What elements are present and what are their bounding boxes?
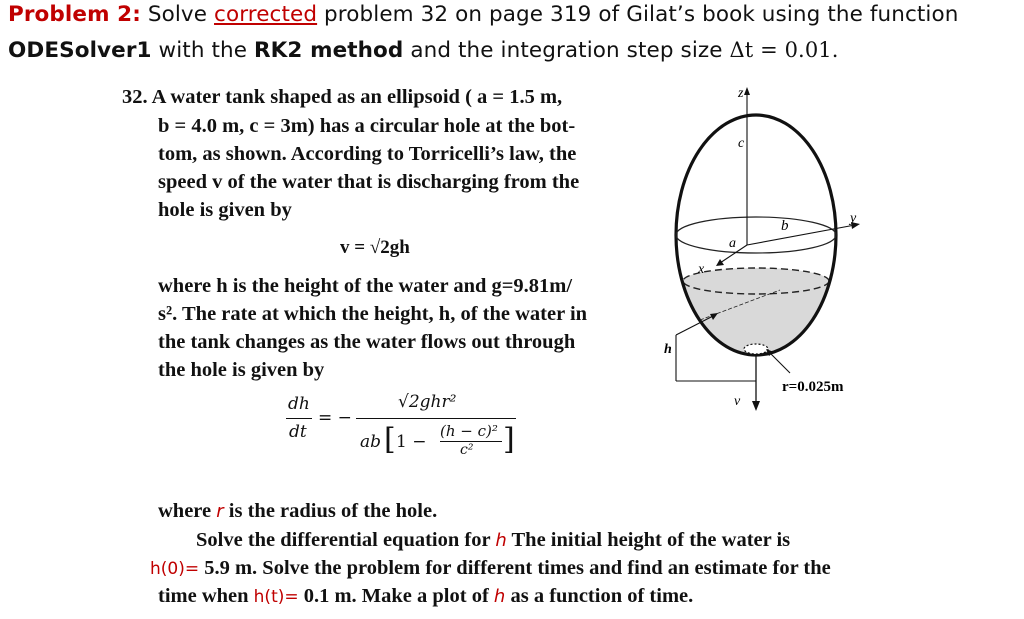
y-axis — [747, 225, 855, 245]
problem-line: the tank changes as the water flows out through — [158, 331, 576, 353]
tail-text: where — [158, 500, 217, 522]
equator-front — [676, 235, 836, 253]
header-line-2 — [8, 38, 839, 63]
z-label: z — [738, 86, 744, 101]
left-bracket: [ — [384, 422, 396, 457]
h-symbol: h — [493, 586, 506, 607]
z-arrow — [744, 87, 750, 95]
v-label: v — [734, 394, 741, 409]
eq-rhs-den-one: 1 − — [396, 432, 427, 452]
header-text: Solve — [140, 2, 215, 27]
y-label: y — [850, 211, 857, 226]
step-size: Δt = 0.01. — [729, 38, 839, 62]
x-label: x — [698, 262, 705, 277]
tail-text: 0.1 m. Make a plot of — [298, 585, 494, 607]
h-label: h — [664, 342, 672, 357]
tail-text: is the radius of the hole. — [223, 500, 438, 522]
x-arrow — [716, 259, 724, 266]
header-line-1 — [8, 2, 958, 27]
tail-text: The initial height of the water is — [506, 529, 791, 551]
eq-rhs-den-ab: ab — [360, 432, 382, 452]
a-label: a — [729, 236, 736, 251]
tail-line-1 — [158, 500, 437, 523]
eq-lhs-bar — [286, 418, 312, 419]
water-surface — [683, 268, 829, 294]
eq-rhs-num: √2ghr² — [398, 392, 457, 412]
problem-line: 32. A water tank shaped as an ellipsoid ( a = 1.5 m, — [122, 86, 563, 108]
torricelli-equation: v = √2gh — [340, 237, 410, 258]
header-text: problem 32 on page 319 of Gilat’s book using the function — [317, 2, 959, 27]
inner-den: c² — [460, 442, 474, 458]
problem-line: the hole is given by — [158, 359, 325, 381]
eq-sign: = − — [318, 408, 352, 428]
tail-text: as a function of time. — [505, 585, 694, 607]
problem-line: speed v of the water that is discharging from the — [158, 171, 580, 193]
ellipsoid-tank-figure — [640, 85, 880, 415]
ht-symbol: h(t)= — [253, 587, 299, 607]
equator-back — [676, 217, 836, 235]
corrected-word: corrected — [214, 2, 318, 27]
b-label: b — [781, 218, 789, 234]
r-symbol: r — [216, 501, 224, 522]
hole — [744, 344, 768, 354]
eq-lhs-num: dh — [288, 394, 310, 414]
inner-num: (h − c)² — [440, 422, 498, 440]
header-text: and the integration step size — [403, 38, 730, 63]
header-text: with the — [151, 38, 255, 63]
method-name: RK2 method — [254, 38, 404, 63]
tail-text: Solve the differential equation for — [196, 529, 496, 551]
eq-lhs-den: dt — [289, 422, 307, 442]
problem-line: hole is given by — [158, 199, 292, 221]
right-bracket: ] — [503, 422, 515, 457]
problem-line: where h is the height of the water and g=9.81m/ — [158, 275, 573, 297]
eq-rhs-bar — [356, 418, 516, 419]
tail-line-3 — [150, 557, 831, 580]
h-symbol: h — [495, 530, 507, 551]
c-label: c — [738, 136, 745, 151]
flow-arrow — [752, 401, 760, 411]
tail-line-4 — [158, 585, 693, 608]
problem-line: b = 4.0 m, c = 3m) has a circular hole at the bot- — [158, 115, 576, 137]
tail-text: 5.9 m. Solve the problem for different times and find an estimate for the — [199, 557, 831, 579]
h0-symbol: h(0)= — [150, 559, 200, 579]
tail-text: time when — [158, 585, 254, 607]
problem-label: Problem 2: — [8, 2, 141, 27]
radius-pointer — [770, 353, 790, 373]
radius-label: r=0.025m — [782, 379, 844, 395]
problem-line: s². The rate at which the height, h, of the water in — [158, 303, 588, 325]
solver-name: ODESolver1 — [8, 38, 152, 63]
tail-line-2 — [196, 529, 790, 552]
problem-line: tom, as shown. According to Torricelli’s law, the — [158, 143, 577, 165]
